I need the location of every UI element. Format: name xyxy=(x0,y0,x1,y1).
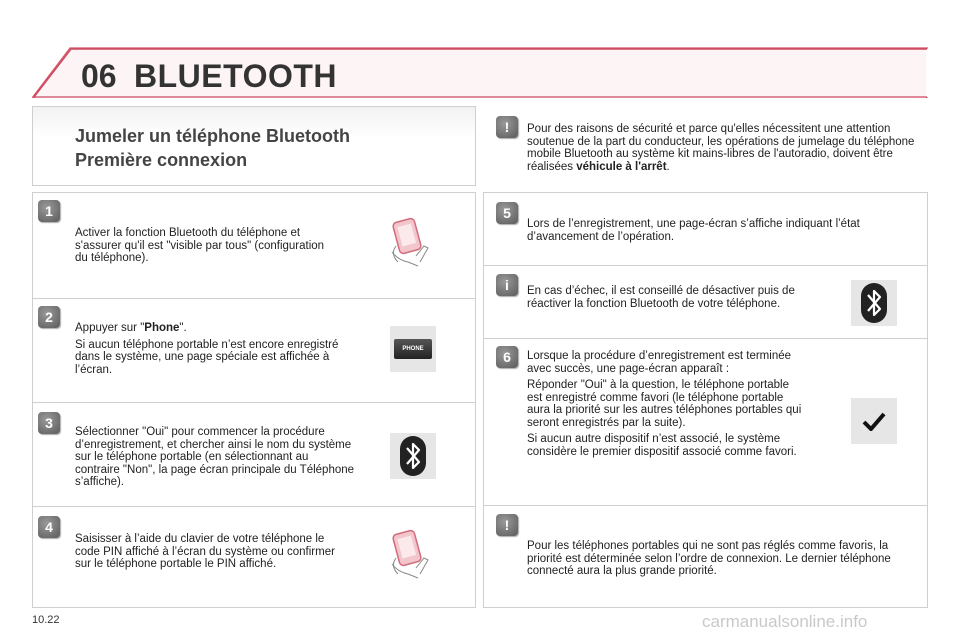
divider xyxy=(32,298,476,299)
warning-bold: véhicule à l'arrêt xyxy=(576,160,667,173)
divider xyxy=(32,402,476,403)
warning-bottom-text: Pour les téléphones portables qui ne sont pas réglés comme favoris, la priorité est déterminée selon l’ordre de connexion. Le dernier téléphone connecté aura la plus grande priorité. xyxy=(527,540,891,577)
step-2-post: ". xyxy=(179,322,187,334)
checkmark-icon xyxy=(851,398,897,444)
exclamation-icon: ! xyxy=(496,514,518,536)
section-subtitle: Première connexion xyxy=(75,150,248,170)
step-4-text: Saisisser à l’aide du clavier de votre téléphone le code PIN affiché à l’écran du système ou confirmer sur le téléphone portable le PIN affiché. xyxy=(75,533,335,570)
step-2-text xyxy=(75,322,345,380)
info-icon: i xyxy=(496,274,518,296)
step-1-text: Activer la fonction Bluetooth du téléphone et s'assurer qu'il est "visible par tous" (configuration du téléphone). xyxy=(75,227,325,264)
step-2-bold: Phone xyxy=(144,322,180,334)
divider xyxy=(32,506,476,507)
warning-text: Pour des raisons de sécurité et parce qu'elles nécessitent une attention soutenue de la part du conducteur, les opérations de jumelage du téléphone mobile Bluetooth au système kit mains-libres de l'autoradio, doivent être réalisées xyxy=(527,123,915,173)
bluetooth-icon xyxy=(851,280,897,326)
exclamation-icon: ! xyxy=(496,116,518,138)
section-title: Jumeler un téléphone Bluetooth xyxy=(75,126,351,146)
step-6-p1: Lorsque la procédure d’enregistrement est terminée avec succès, une page-écran apparaît : xyxy=(527,350,792,375)
step-1-icon: 1 xyxy=(38,200,60,222)
warning-end: . xyxy=(666,160,670,173)
step-2-icon: 2 xyxy=(38,306,60,328)
phone-button-picture xyxy=(390,326,436,372)
step-2-pre: Appuyer sur " xyxy=(75,322,145,334)
page-number: 10.22 xyxy=(32,614,60,626)
divider xyxy=(483,338,928,339)
step-6-p3: Si aucun autre dispositif n’est associé, le système considère le premier dispositif associé comme favori. xyxy=(527,433,797,458)
info-text: En cas d’échec, il est conseillé de désactiver puis de réactiver la fonction Bluetooth de votre téléphone. xyxy=(527,285,795,310)
step-2-detail: Si aucun téléphone portable n’est encore enregistré dans le système, une page spéciale est affichée à l’écran. xyxy=(75,338,339,376)
phone-button-label: PHONE xyxy=(394,339,432,359)
step-6-icon: 6 xyxy=(496,346,518,368)
watermark: carmanualsonline.info xyxy=(702,612,868,631)
step-6-text xyxy=(527,350,807,462)
chapter-title: BLUETOOTH xyxy=(134,58,338,94)
step-5-icon: 5 xyxy=(496,202,518,224)
bluetooth-icon xyxy=(390,433,436,479)
hand-phone-icon xyxy=(388,216,434,270)
divider xyxy=(483,505,928,506)
hand-phone-icon xyxy=(388,528,434,582)
step-6-p2: Réponder "Oui" à la question, le téléphone portable est enregistré comme favori (le téléphone portable aura la priorité sur les autres téléphones portables qui seront enregistrés par la suite). xyxy=(527,379,802,429)
step-3-icon: 3 xyxy=(38,412,60,434)
step-4-icon: 4 xyxy=(38,516,60,538)
step-3-text: Sélectionner "Oui" pour commencer la procédure d’enregistrement, et chercher ainsi le nom du système sur le téléphone portable (en sélectionnant au contraire "Non", la page écran principale du Téléphone s’affiche). xyxy=(75,426,355,488)
warning-top-text xyxy=(527,123,919,173)
chapter-number: 06 xyxy=(81,58,117,94)
divider xyxy=(483,265,928,266)
step-5-text: Lors de l’enregistrement, une page-écran s’affiche indiquant l’état d’avancement de l’opération. xyxy=(527,218,860,243)
